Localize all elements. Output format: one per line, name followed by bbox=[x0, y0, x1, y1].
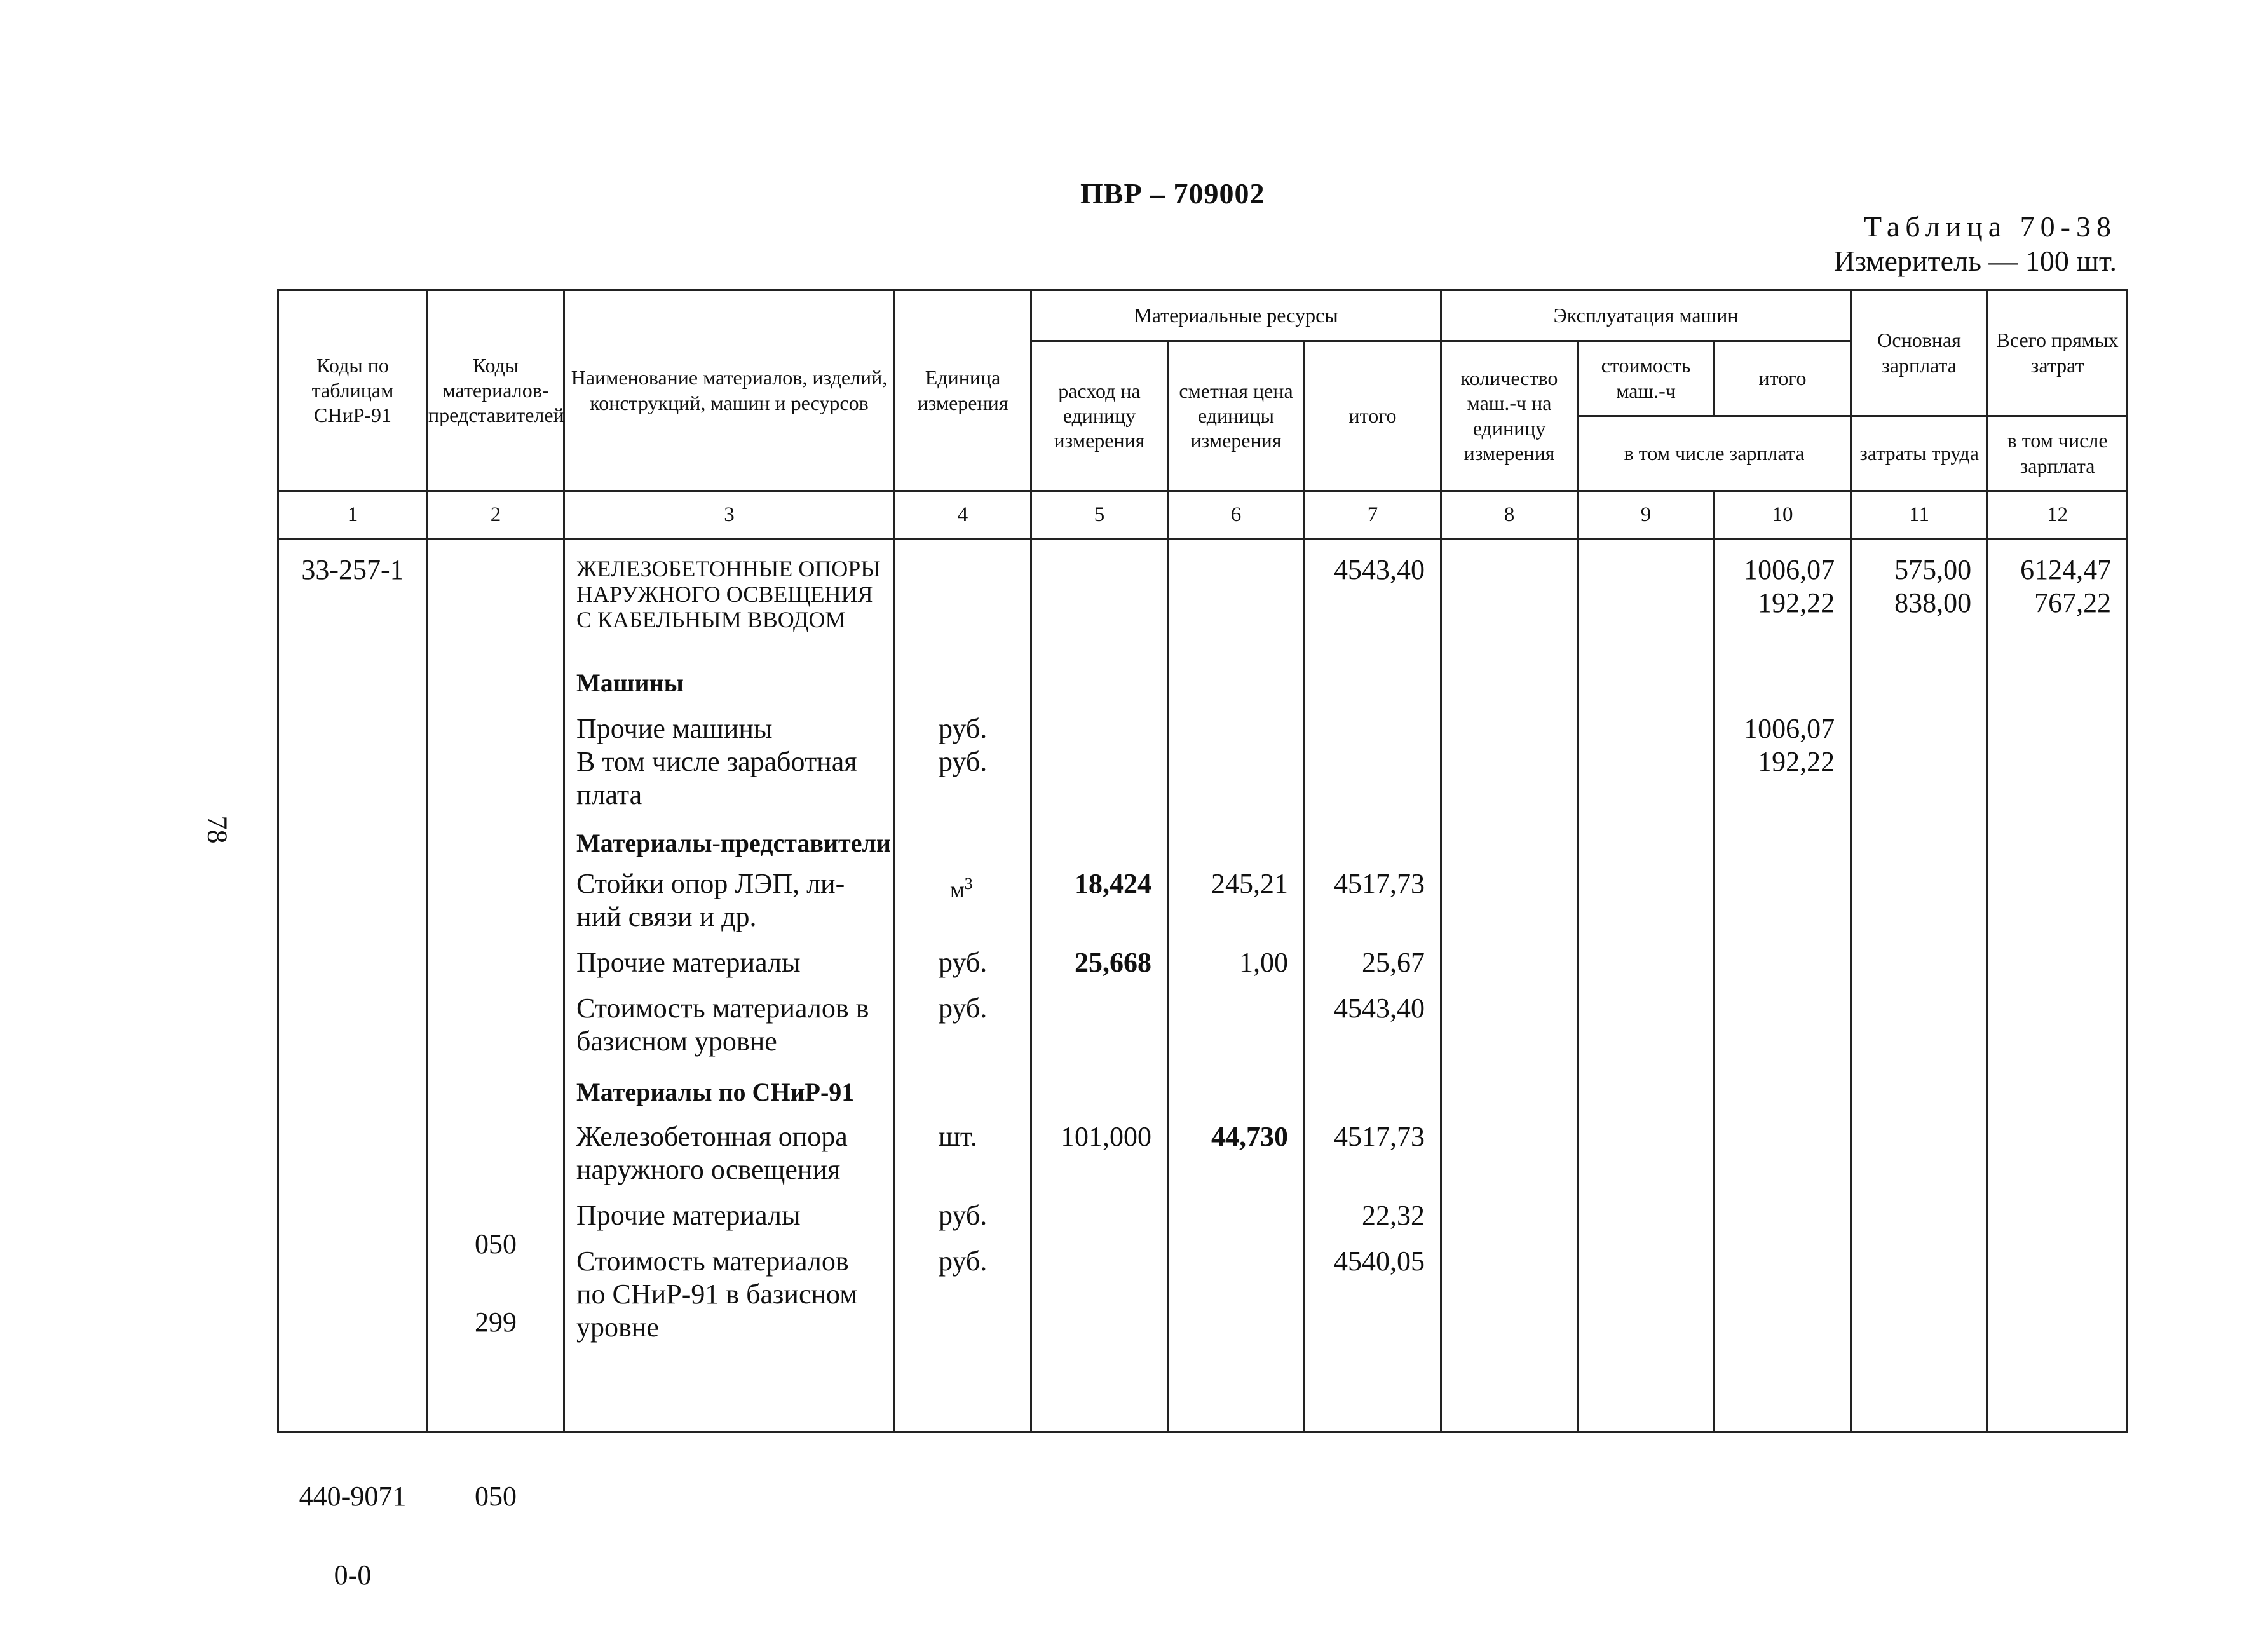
col-header-3: Наименование материалов, изделий, конструкций, машин и ресурсов bbox=[564, 290, 895, 491]
col-header-2: Коды материалов-представителей bbox=[428, 290, 564, 491]
unit: руб. bbox=[939, 947, 988, 978]
unit-base: м bbox=[950, 877, 965, 902]
item-name: Прочие материалы bbox=[576, 1200, 801, 1231]
value: 192,22 bbox=[1758, 587, 1835, 618]
title-line: НАРУЖНОГО ОСВЕЩЕНИЯ bbox=[576, 581, 873, 607]
table-reference: Таблица 70-38 bbox=[1863, 210, 2117, 243]
col-number: 11 bbox=[1851, 491, 1988, 539]
unit: руб. bbox=[939, 713, 988, 744]
col-header-11: Основная зарплата bbox=[1851, 290, 1988, 416]
value: 25,67 bbox=[1362, 947, 1425, 978]
item-name-line: В том числе заработная bbox=[576, 746, 857, 777]
col-group-materials: Материальные ресурсы bbox=[1031, 290, 1441, 341]
section-heading-snir: Материалы по СНиР-91 bbox=[576, 1078, 855, 1106]
code-snir: 0-0 bbox=[334, 1559, 372, 1591]
col-header-5: расход на единицу измерения bbox=[1031, 341, 1168, 491]
value: 4543,40 bbox=[1334, 993, 1425, 1024]
table-body-row bbox=[278, 539, 2128, 1432]
value: 4543,40 bbox=[1334, 554, 1425, 585]
section-heading-reps: Материалы-представители bbox=[576, 829, 891, 857]
item-name bbox=[576, 867, 845, 934]
body-col-7 bbox=[1305, 539, 1441, 1432]
item-name-line: Стойки опор ЛЭП, ли- bbox=[576, 868, 845, 899]
value: 1006,07 bbox=[1744, 713, 1835, 744]
item-name: Прочие материалы bbox=[576, 947, 801, 978]
col-number: 2 bbox=[428, 491, 564, 539]
body-col-6 bbox=[1168, 539, 1305, 1432]
measure-unit: Измеритель — 100 шт. bbox=[1833, 245, 2117, 277]
code-snir: 33-257-1 bbox=[301, 554, 404, 585]
col-header-7: итого bbox=[1305, 341, 1441, 491]
value: 18,424 bbox=[1075, 868, 1151, 899]
body-col-10 bbox=[1715, 539, 1851, 1432]
body-col-5 bbox=[1031, 539, 1168, 1432]
value: 44,730 bbox=[1211, 1121, 1288, 1152]
item-name: Прочие машины bbox=[576, 713, 773, 744]
body-col-4 bbox=[895, 539, 1031, 1432]
resource-table-wrapper bbox=[277, 289, 2119, 1591]
item-name-line: по СНиР-91 в базисном bbox=[576, 1279, 858, 1310]
item-name bbox=[576, 1245, 857, 1344]
column-number-row bbox=[278, 491, 2128, 539]
value: 4517,73 bbox=[1334, 868, 1425, 899]
title-line: ЖЕЛЕЗОБЕТОННЫЕ ОПОРЫ bbox=[576, 556, 881, 581]
unit: руб. bbox=[939, 1246, 988, 1277]
col-subheader-12: в том числе зарплата bbox=[1988, 416, 2128, 491]
col-number: 12 bbox=[1988, 491, 2128, 539]
item-name-line: плата bbox=[576, 779, 642, 810]
col-number: 8 bbox=[1441, 491, 1578, 539]
value: 245,21 bbox=[1211, 868, 1288, 899]
unit bbox=[950, 867, 973, 906]
body-col-11 bbox=[1851, 539, 1988, 1432]
code-rep: 050 bbox=[475, 1228, 517, 1260]
value: 4517,73 bbox=[1334, 1121, 1425, 1152]
item-name bbox=[576, 992, 869, 1058]
item-name-line: наружного освещения bbox=[576, 1154, 841, 1185]
value: 192,22 bbox=[1758, 746, 1835, 777]
value: 575,00 bbox=[1894, 554, 1972, 585]
section-heading-machines: Машины bbox=[576, 669, 684, 697]
body-col-8 bbox=[1441, 539, 1578, 1432]
value: 1,00 bbox=[1239, 947, 1288, 978]
col-header-12: Всего прямых затрат bbox=[1988, 290, 2128, 416]
value: 6124,47 bbox=[2020, 554, 2112, 585]
value: 101,000 bbox=[1061, 1121, 1151, 1152]
value: 838,00 bbox=[1894, 587, 1972, 618]
unit: руб. bbox=[939, 993, 988, 1024]
value: 767,22 bbox=[2034, 587, 2112, 618]
col-header-4: Единица измерения bbox=[895, 290, 1031, 491]
resource-table bbox=[277, 289, 2128, 1591]
item-name-line: Стоимость материалов bbox=[576, 1246, 849, 1277]
col-number: 6 bbox=[1168, 491, 1305, 539]
section-title bbox=[576, 556, 888, 632]
col-subheader-11: затраты труда bbox=[1851, 416, 1988, 491]
item-name-line: Стоимость материалов в bbox=[576, 993, 869, 1024]
col-header-10: итого bbox=[1715, 341, 1851, 416]
page-number: 78 bbox=[201, 815, 233, 844]
col-number: 3 bbox=[564, 491, 895, 539]
col-number: 10 bbox=[1715, 491, 1851, 539]
col-header-1: Коды по таблицам СНиР-91 bbox=[278, 290, 428, 491]
col-subheader-9-10: в том числе зарплата bbox=[1578, 416, 1851, 491]
col-header-8: количество маш.-ч на единицу измерения bbox=[1441, 341, 1578, 491]
code-rep: 050 bbox=[475, 1481, 517, 1512]
document-title: ПВР – 709002 bbox=[1080, 177, 1265, 210]
item-name-line: ний связи и др. bbox=[576, 901, 757, 932]
col-number: 4 bbox=[895, 491, 1031, 539]
col-number: 5 bbox=[1031, 491, 1168, 539]
col-group-machines: Эксплуатация машин bbox=[1441, 290, 1851, 341]
body-col-12 bbox=[1988, 539, 2128, 1432]
code-snir: 440-9071 bbox=[299, 1481, 407, 1512]
unit-superscript: 3 bbox=[964, 874, 973, 893]
col-number: 7 bbox=[1305, 491, 1441, 539]
col-header-6: сметная цена единицы измерения bbox=[1168, 341, 1305, 491]
item-name-line: Железобетонная опора bbox=[576, 1121, 848, 1152]
value: 22,32 bbox=[1362, 1200, 1425, 1231]
col-number: 9 bbox=[1578, 491, 1715, 539]
code-rep: 299 bbox=[475, 1307, 517, 1338]
item-name-line: уровне bbox=[576, 1312, 659, 1343]
item-name bbox=[576, 745, 857, 812]
col-header-9: стоимость маш.-ч bbox=[1578, 341, 1715, 416]
unit: руб. bbox=[939, 746, 988, 777]
value: 25,668 bbox=[1075, 947, 1151, 978]
unit: руб. bbox=[939, 1200, 988, 1231]
col-number: 1 bbox=[278, 491, 428, 539]
value: 4540,05 bbox=[1334, 1246, 1425, 1277]
value: 1006,07 bbox=[1744, 554, 1835, 585]
body-col-9 bbox=[1578, 539, 1715, 1432]
title-line: С КАБЕЛЬНЫМ ВВОДОМ bbox=[576, 607, 846, 632]
unit: шт. bbox=[939, 1121, 977, 1152]
body-col-1 bbox=[278, 539, 428, 1591]
body-col-3 bbox=[564, 539, 895, 1432]
body-col-2 bbox=[428, 539, 564, 1512]
item-name-line: базисном уровне bbox=[576, 1026, 777, 1057]
item-name bbox=[576, 1120, 848, 1186]
